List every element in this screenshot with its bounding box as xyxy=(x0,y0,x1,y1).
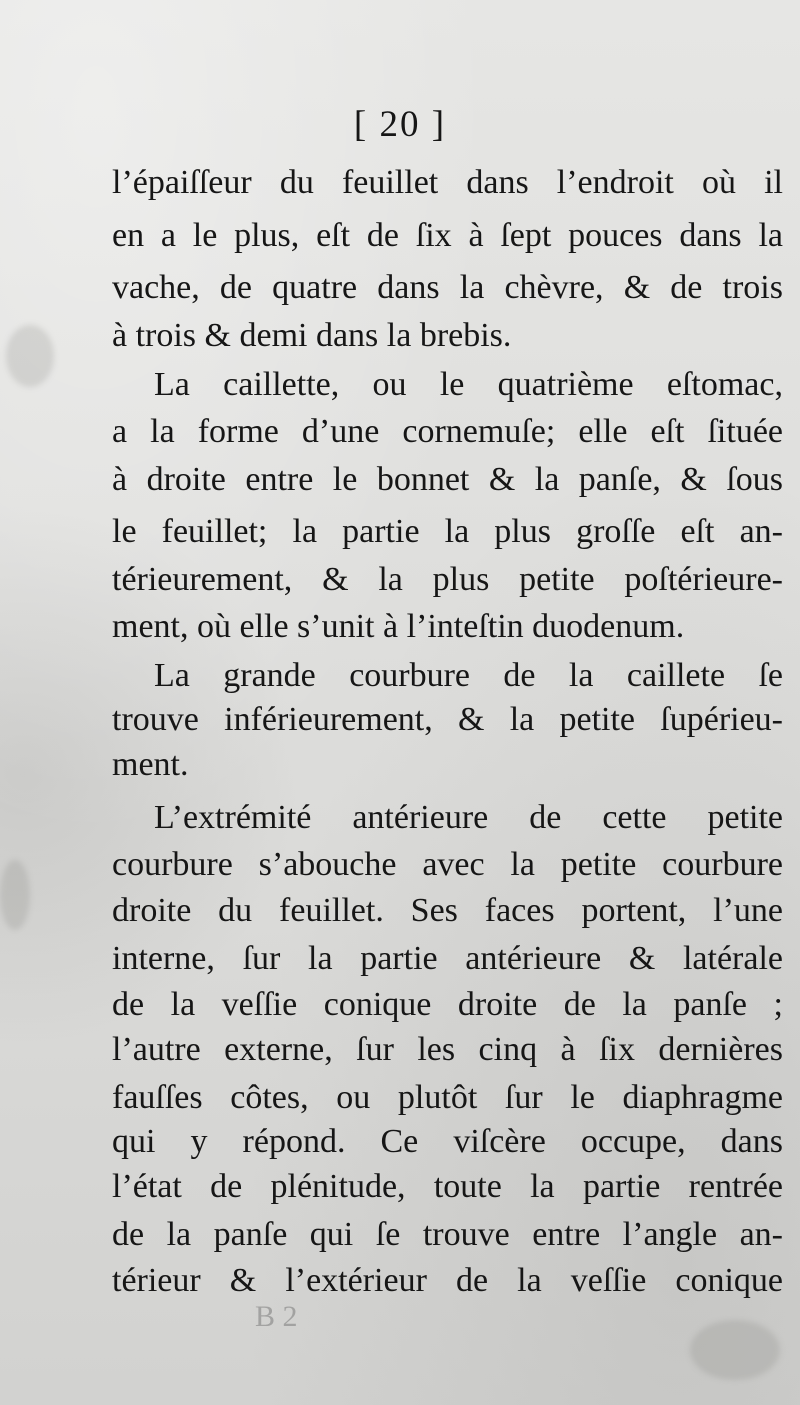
text-line-content: courbure s’abouche avec la petite courbure xyxy=(112,846,783,883)
text-line xyxy=(0,457,800,503)
text-line-content: interne, ſur la partie antérieure & latérale xyxy=(112,940,783,977)
text-line xyxy=(0,604,800,650)
text-line-content: droite du feuillet. Ses faces portent, l’une xyxy=(112,892,783,929)
text-line xyxy=(0,888,800,934)
text-line xyxy=(0,409,800,455)
text-line-content: vache, de quatre dans la chèvre, & de trois xyxy=(112,269,783,306)
text-line-content: qui y répond. Ce viſcère occupe, dans xyxy=(112,1123,783,1160)
text-line xyxy=(0,509,800,555)
text-line-content: à droite entre le bonnet & la panſe, & ſous xyxy=(112,461,783,498)
text-line xyxy=(0,362,800,408)
text-line-content: en a le plus, eſt de ſix à ſept pouces dans la xyxy=(112,217,783,254)
text-line-content: La caillette, ou le quatrième eſtomac, xyxy=(154,366,783,403)
text-line xyxy=(0,1212,800,1258)
text-line xyxy=(0,213,800,259)
text-line xyxy=(0,265,800,311)
text-line xyxy=(0,557,800,603)
text-line-content: trouve inférieurement, & la petite ſupérieu- xyxy=(112,701,783,738)
text-line xyxy=(0,313,800,359)
text-line-content: La grande courbure de la caillete ſe xyxy=(154,657,783,694)
text-line-content: l’autre externe, ſur les cinq à ſix dernières xyxy=(112,1031,783,1068)
text-line xyxy=(0,1075,800,1121)
text-line-content: térieur & l’extérieur de la veſſie conique xyxy=(112,1262,783,1299)
text-line-content: à trois & demi dans la brebis. xyxy=(112,317,512,354)
text-line-content: L’extrémité antérieure de cette petite xyxy=(154,799,783,836)
text-line xyxy=(0,842,800,888)
text-line xyxy=(0,1258,800,1304)
text-line xyxy=(0,982,800,1028)
text-line-content: a la forme d’une cornemuſe; elle eſt ſituée xyxy=(112,413,783,450)
text-line-content: fauſſes côtes, ou plutôt ſur le diaphragme xyxy=(112,1079,783,1116)
text-line-content: l’épaiſſeur du feuillet dans l’endroit où il xyxy=(112,164,783,201)
text-line xyxy=(0,1119,800,1165)
text-line-content: ment. xyxy=(112,746,189,783)
text-line-content: le feuillet; la partie la plus groſſe eſt an- xyxy=(112,513,783,550)
signature-mark: B 2 xyxy=(255,1300,298,1333)
text-line xyxy=(0,936,800,982)
text-line xyxy=(0,1164,800,1210)
text-line xyxy=(0,697,800,743)
text-line-content: l’état de plénitude, toute la partie rentrée xyxy=(112,1168,783,1205)
text-line-content: de la veſſie conique droite de la panſe ; xyxy=(112,986,783,1023)
text-line xyxy=(0,795,800,841)
paper-stain xyxy=(690,1320,780,1380)
text-line-content: ment, où elle s’unit à l’inteſtin duodenum. xyxy=(112,608,685,645)
text-line xyxy=(0,160,800,206)
text-line-content: térieurement, & la plus petite poſtérieure- xyxy=(112,561,783,598)
text-line xyxy=(0,653,800,699)
text-line xyxy=(0,1027,800,1073)
page-number-header: [ 20 ] xyxy=(353,104,447,145)
text-line-content: de la panſe qui ſe trouve entre l’angle an- xyxy=(112,1216,783,1253)
text-line xyxy=(0,742,800,788)
